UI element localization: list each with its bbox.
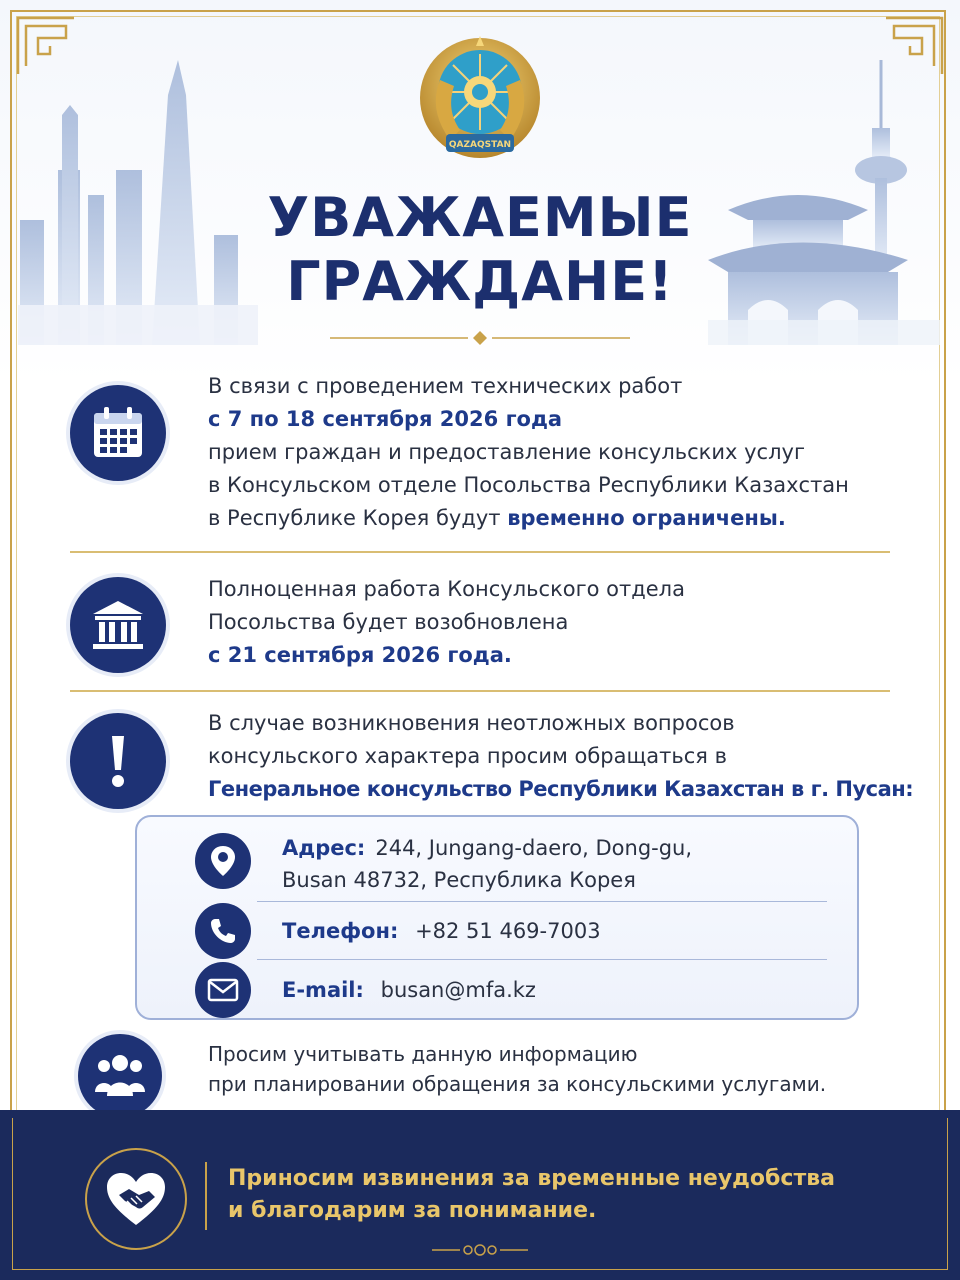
section-resumption: [70, 573, 890, 683]
phone-icon: [208, 916, 238, 946]
contact-phone-text: Телефон: +82 51 469-7003: [282, 919, 601, 943]
section-divider: [70, 690, 890, 692]
title-line-1: УВАЖАЕМЫЕ: [267, 186, 693, 249]
section3-text: В случае возникновения неотложных вопросов консульского характера просим обращаться в Генеральное консульство Республики Казахстан в г. Пусан:: [208, 711, 914, 801]
consulate-contacts-box: [135, 815, 859, 1020]
section2-text: Полноценная работа Консульского отдела Посольства будет возобновлена с 21 сентября 2026 года.: [208, 577, 685, 667]
contact-phone-row: [137, 903, 857, 961]
contact-email-row: [137, 962, 857, 1018]
title-line-2: ГРАЖДАНЕ!: [286, 250, 674, 313]
people-icon-badge: [78, 1034, 162, 1118]
calendar-icon-badge: [70, 385, 166, 481]
emblem-label: QAZAQSTAN: [448, 140, 512, 150]
bank-building-icon: [89, 596, 147, 654]
phone-icon-badge: [195, 903, 251, 959]
section-urgent-questions: [70, 707, 914, 817]
envelope-icon-badge: [195, 962, 251, 1018]
title-divider-ornament: [330, 330, 630, 346]
footer-ornament-icon: [430, 1240, 530, 1260]
location-pin-icon-badge: [195, 833, 251, 889]
section1-text: В связи с проведением технических работ с 7 по 18 сентября 2026 года прием граждан и предоставление консульских услуг в Консульском отделе Посольства Республики Казахстан в Республике Корея будут временно ограничены.: [208, 374, 849, 530]
kazakhstan-emblem: [410, 30, 550, 170]
calendar-icon: [89, 404, 147, 462]
phone-link[interactable]: +82 51 469-7003: [415, 919, 601, 943]
contact-address-text: Адрес: 244, Jungang-daero, Dong-gu, Busan 48732, Республика Корея: [282, 836, 693, 892]
handshake-icon-badge: [85, 1148, 187, 1250]
section-technical-works: [70, 370, 890, 540]
section-planning-note: [70, 1036, 890, 1116]
heart-handshake-icon: [105, 1171, 167, 1227]
envelope-icon: [207, 978, 239, 1002]
page-title: [180, 186, 780, 314]
people-group-icon: [93, 1054, 147, 1098]
bank-icon-badge: [70, 577, 166, 673]
footer-divider-line: [205, 1162, 207, 1230]
contact-address-row: [137, 829, 857, 899]
exclamation-icon: [98, 732, 138, 790]
email-link[interactable]: busan@mfa.kz: [380, 978, 536, 1002]
location-pin-icon: [208, 844, 238, 878]
contact-divider: [257, 901, 827, 902]
exclamation-icon-badge: [70, 713, 166, 809]
section-divider: [70, 551, 890, 553]
footer-message: Приносим извинения за временные неудобства и благодарим за понимание.: [228, 1166, 835, 1223]
contact-email-text: E-mail: busan@mfa.kz: [282, 978, 536, 1002]
contact-divider: [257, 959, 827, 960]
section4-text: Просим учитывать данную информацию при планировании обращения за консульскими услугами.: [208, 1042, 827, 1096]
